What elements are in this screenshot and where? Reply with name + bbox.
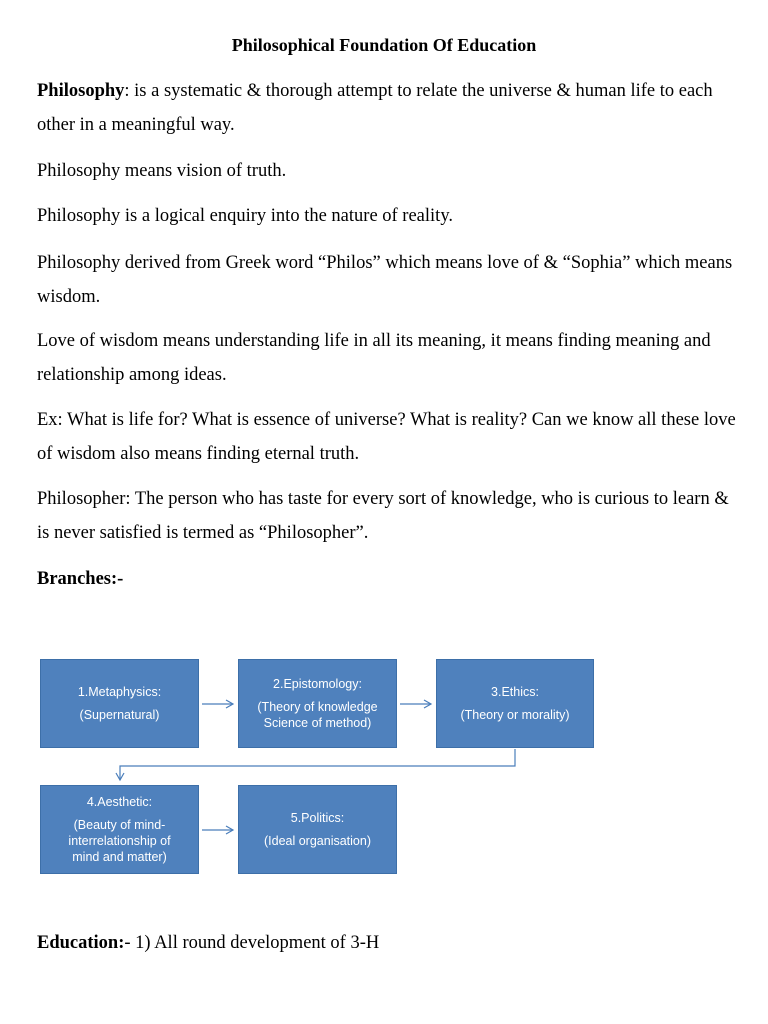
branch-desc-politics: (Ideal organisation): [263, 834, 371, 848]
philosopher-paragraph: Philosopher: The person who has taste for every sort of knowledge, who is curious to learn & is never satisfied is termed as “Philosopher”.: [37, 489, 729, 543]
branch-desc-epistomology-line2: Science of method): [263, 716, 372, 730]
greek-origin-paragraph: Philosophy derived from Greek word “Philos” which means love of & “Sophia” which means wisdom.: [37, 253, 733, 307]
branch-desc-epistomology-line1: (Theory of knowledge: [257, 700, 378, 714]
branch-desc-ethics: (Theory or morality): [460, 708, 570, 722]
branch-title-epistomology: 2.Epistomology:: [273, 677, 362, 691]
education-term: Education:: [37, 933, 125, 953]
branch-box-aesthetic: [40, 785, 199, 874]
document-title: Philosophical Foundation Of Education: [231, 35, 537, 55]
branches-heading: Branches:-: [37, 569, 124, 589]
philosophy-definition-text: : is a systematic & thorough attempt to relate the universe & human life to each other in a meaningful way.: [37, 81, 713, 135]
branch-title-metaphysics: 1.Metaphysics:: [77, 685, 162, 699]
branch-box-ethics: [436, 659, 594, 748]
arrow-ethics-to-aesthetic: [120, 749, 515, 780]
branch-title-aesthetic: 4.Aesthetic:: [86, 795, 153, 809]
love-of-wisdom-paragraph: Love of wisdom means understanding life in all its meaning, it means finding meaning and relationship among ideas.: [37, 331, 711, 385]
branch-box-politics: [238, 785, 397, 874]
branch-desc-aesthetic-line2: interrelationship of: [68, 834, 171, 848]
philosophy-term: Philosophy: [37, 81, 125, 101]
branch-box-epistomology: [238, 659, 397, 748]
branch-title-ethics: 3.Ethics:: [491, 685, 539, 699]
branch-desc-metaphysics: (Supernatural): [79, 708, 160, 722]
vision-of-truth-paragraph: Philosophy means vision of truth.: [37, 161, 287, 181]
logical-enquiry-paragraph: Philosophy is a logical enquiry into the nature of reality.: [37, 206, 453, 226]
branch-box-metaphysics: [40, 659, 199, 748]
education-paragraph: [37, 926, 737, 960]
branch-desc-aesthetic-line3: mind and matter): [72, 850, 167, 864]
branch-title-politics: 5.Politics:: [290, 811, 345, 825]
example-questions-paragraph: Ex: What is life for? What is essence of universe? What is reality? Can we know all these love of wisdom also means finding eternal truth.: [37, 410, 736, 464]
branch-desc-aesthetic-line1: (Beauty of mind-: [73, 818, 166, 832]
philosophy-definition: [37, 74, 737, 142]
education-text: - 1) All round development of 3-H: [124, 933, 380, 953]
